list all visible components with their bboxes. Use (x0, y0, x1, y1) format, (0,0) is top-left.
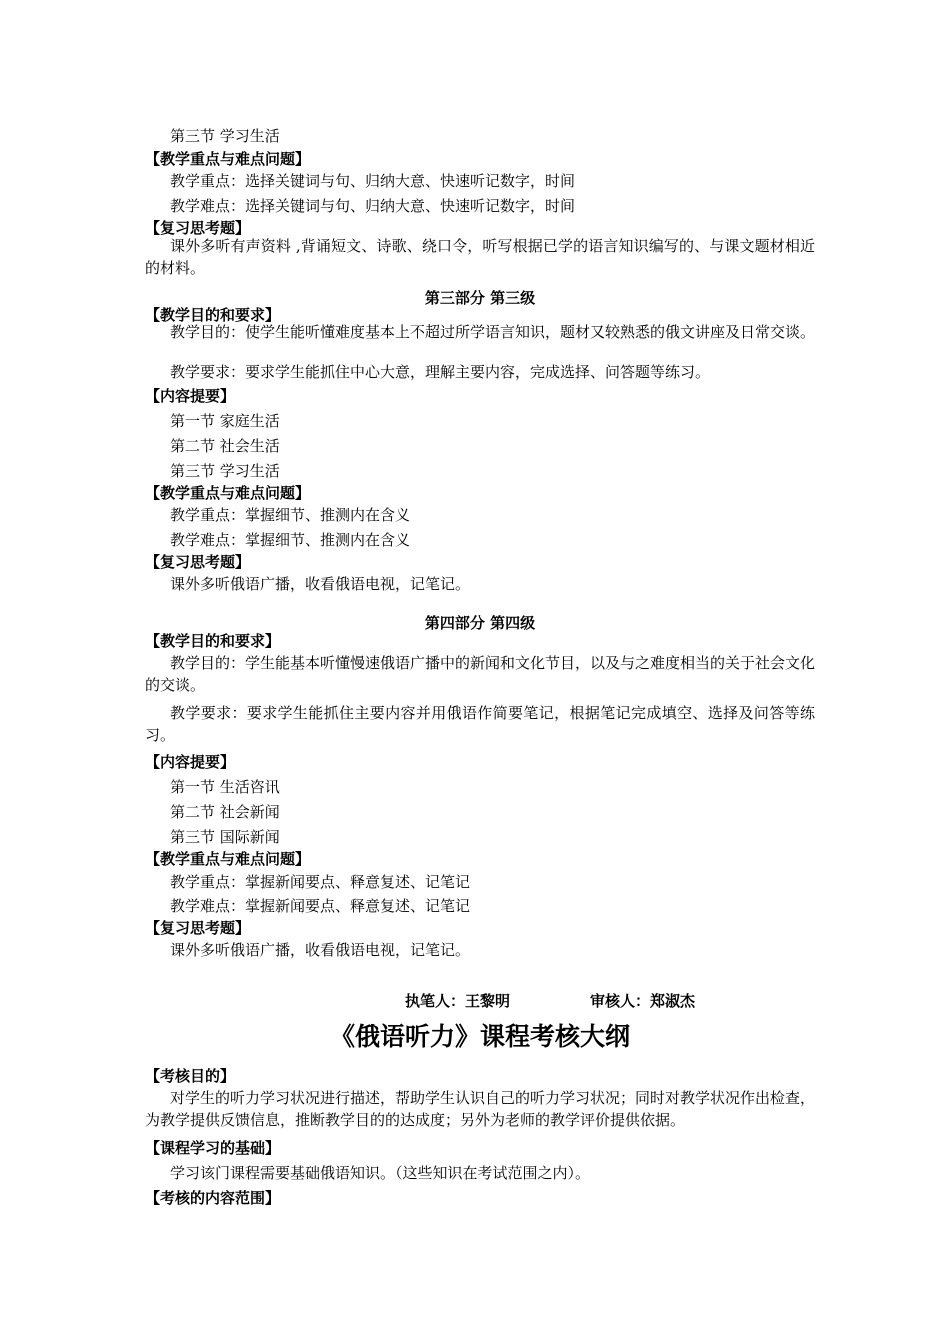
key-point-text: 教学重点：掌握新闻要点、释意复述、记笔记 (170, 873, 471, 891)
purpose-paragraph: 对学生的听力学习状况进行描述，帮助学生认识自己的听力学习状况；同时对教学状况作出检查，为教学提供反馈信息，推断教学目的的达成度；另外为老师的教学评价提供依据。 (145, 1089, 816, 1129)
section-item: 第一节 家庭生活 (170, 412, 280, 430)
section-item: 第三节 学习生活 (170, 462, 280, 480)
goal-paragraph: 教学目的：使学生能听懂难度基本上不超过所学语言知识，题材又较熟悉的俄文讲座及日常交谈。 (170, 323, 816, 341)
writer-label: 执笔人：王黎明 (405, 992, 511, 1010)
reviewer-label: 审核人：郑淑杰 (590, 992, 696, 1010)
section-item: 第三节 学习生活 (170, 127, 280, 145)
requirement-paragraph: 教学要求：要求学生能抓住主要内容并用俄语作简要笔记，根据笔记完成填空、选择及问答等练习。 (145, 704, 815, 744)
review-text: 课外多听俄语广播，收看俄语电视，记笔记。 (170, 575, 471, 593)
goal-paragraph: 教学目的：学生能基本听懂慢速俄语广播中的新闻和文化节目，以及与之难度相当的关于社会文化的交谈。 (145, 654, 816, 694)
section-heading: 【教学重点与难点问题】 (145, 850, 311, 868)
section-heading: 【复习思考题】 (145, 919, 251, 937)
part-title: 第四部分 第四级 (424, 614, 536, 632)
section-heading: 【教学目的和要求】 (145, 306, 281, 324)
section-heading: 【复习思考题】 (145, 219, 251, 237)
section-heading: 【内容提要】 (145, 753, 236, 771)
review-text: 课外多听俄语广播，收看俄语电视，记笔记。 (170, 941, 471, 959)
section-heading: 【教学目的和要求】 (145, 632, 281, 650)
section-heading: 【教学重点与难点问题】 (145, 150, 311, 168)
difficulty-text: 教学难点：掌握新闻要点、释意复述、记笔记 (170, 897, 471, 915)
section-heading: 【考核目的】 (145, 1067, 236, 1085)
difficulty-text: 教学难点：选择关键词与句、归纳大意、快速听记数字，时间 (170, 197, 576, 215)
section-item: 第三节 国际新闻 (170, 828, 280, 846)
key-point-text: 教学重点：选择关键词与句、归纳大意、快速听记数字，时间 (170, 172, 576, 190)
document-title: 《俄语听力》课程考核大纲 (329, 1022, 630, 1051)
section-heading: 【考核的内容范围】 (145, 1189, 281, 1207)
review-paragraph: 课外多听有声资料 ,背诵短文、诗歌、绕口令，听写根据已学的语言知识编写的、与课文题材相近的材料。 (145, 237, 815, 277)
part-title: 第三部分 第三级 (424, 289, 536, 307)
difficulty-text: 教学难点：掌握细节、推测内在含义 (170, 531, 411, 549)
section-item: 第一节 生活咨讯 (170, 778, 280, 796)
section-heading: 【课程学习的基础】 (145, 1139, 281, 1157)
section-heading: 【内容提要】 (145, 387, 236, 405)
basis-text: 学习该门课程需要基础俄语知识。（这些知识在考试范围之内）。 (170, 1164, 591, 1182)
key-point-text: 教学重点：掌握细节、推测内在含义 (170, 506, 411, 524)
section-item: 第二节 社会生活 (170, 437, 280, 455)
section-heading: 【复习思考题】 (145, 553, 251, 571)
author-line (405, 991, 696, 1011)
requirement-text: 教学要求：要求学生能抓住中心大意，理解主要内容，完成选择、问答题等练习。 (170, 363, 711, 381)
section-item: 第二节 社会新闻 (170, 803, 280, 821)
section-heading: 【教学重点与难点问题】 (145, 484, 311, 502)
